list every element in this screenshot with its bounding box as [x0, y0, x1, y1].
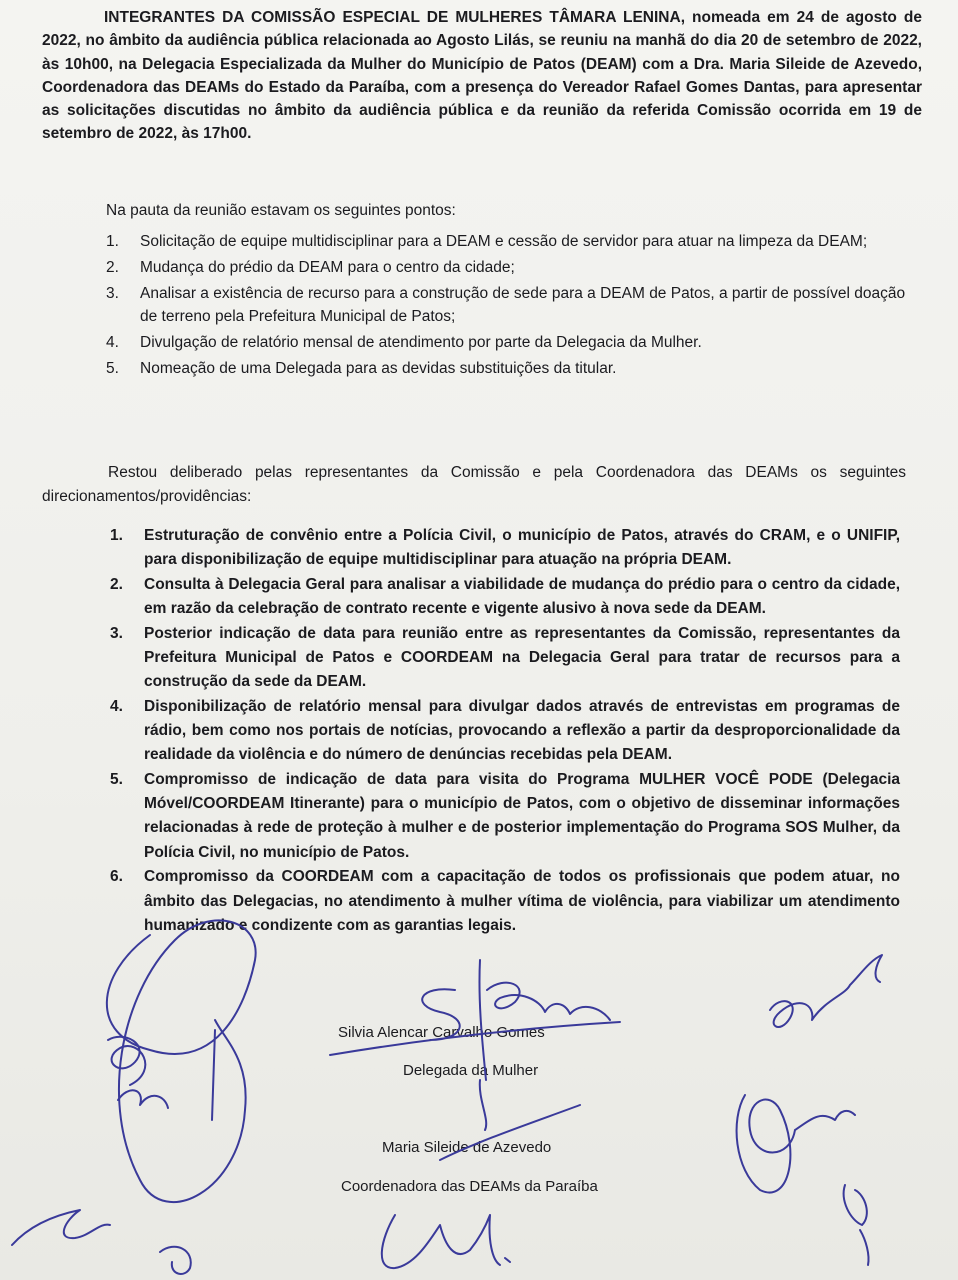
signature-right-top — [770, 955, 882, 1027]
decision-item — [110, 865, 900, 938]
signatory-name-maria: Maria Sileide de Azevedo — [382, 1139, 552, 1156]
signature-loop-left — [107, 920, 256, 1202]
signatory-role-delegada: Delegada da Mulher — [403, 1062, 539, 1079]
signature-right-bottom — [844, 1185, 869, 1265]
decision-item-number: 1. — [110, 527, 123, 544]
agenda-item-number: 3. — [106, 285, 119, 302]
decisions-list — [110, 524, 900, 938]
decision-item-number: 6. — [110, 868, 123, 886]
signature-scribble-left — [108, 1037, 168, 1108]
decision-item-number: 2. — [110, 575, 123, 593]
intro-paragraph — [42, 6, 922, 146]
decision-item — [110, 622, 900, 695]
agenda-item-number: 5. — [106, 360, 119, 377]
signatory-name-silvia: Silvia Alencar Carvalho Gomes — [338, 1024, 545, 1041]
decision-item-text: Consulta à Delegacia Geral para analisar a viabilidade de mudança do prédio para o centro da cidade, em razão da celebração de contrato recente e vigente alusivo à nova sede da DEAM. — [144, 575, 900, 618]
signature-bottom-left — [12, 1210, 191, 1274]
decision-item — [110, 524, 900, 572]
agenda-item-text: Divulgação de relatório mensal de atendimento por parte da Delegacia da Mulher. — [140, 334, 702, 351]
decision-item-text: Posterior indicação de data para reunião entre as representantes da Comissão, representantes da Prefeitura Municipal de Patos e COORDEAM na Delegacia Geral para tratar de recursos para a construção da sede da DEAM. — [144, 624, 900, 691]
agenda-item-text: Analisar a existência de recurso para a construção de sede para a DEAM de Patos, a partir de possível doação de terreno pela Prefeitura Municipal de Patos; — [140, 285, 906, 325]
deliberation-text: Restou deliberado pelas representantes da Comissão e pela Coordenadora das DEAMs os seguintes direcionamentos/providências: — [42, 464, 906, 505]
decision-item-text: Disponibilização de relatório mensal para divulgar dados através de entrevistas em programas de rádio, bem como nos portais de notícias, provocando a reflexão a partir da desproporcionalidade da realidade da violência e do número de denúncias recebidas pela DEAM. — [144, 697, 900, 764]
agenda-item-text: Mudança do prédio da DEAM para o centro da cidade; — [140, 259, 515, 276]
agenda-list — [106, 230, 914, 383]
agenda-item — [106, 331, 914, 354]
agenda-item-text: Solicitação de equipe multidisciplinar para a DEAM e cessão de servidor para atuar na limpeza da DEAM; — [140, 233, 868, 250]
agenda-item-number: 2. — [106, 259, 119, 276]
decision-item-text: Estruturação de convênio entre a Polícia Civil, o município de Patos, através do CRAM, e o UNIFIP, para disponibilização de equipe multidisciplinar para atuação na própria DEAM. — [144, 527, 900, 569]
decision-item — [110, 695, 900, 768]
intro-text: INTEGRANTES DA COMISSÃO ESPECIAL DE MULHERES TÂMARA LENINA, nomeada em 24 de agosto de 2022, no âmbito da audiência pública relacionada ao Agosto Lilás, se reuniu na manhã do dia 20 de setembro de 2022, às 10h00, na Delegacia Especializada da Mulher do Município de Patos (DEAM) com a Dra. Maria Sileide de Azevedo, Coordenadora das DEAMs do Estado da Paraíba, com a presença do Vereador Rafael Gomes Dantas, para apresentar as solicitações discutidas no âmbito da audiência pública e da reunião da referida Comissão ocorrida em 19 de setembro de 2022, às 17h00. — [42, 9, 922, 143]
agenda-item — [106, 230, 914, 253]
decision-item — [110, 573, 900, 621]
signature-right-middle — [737, 1095, 855, 1193]
agenda-item — [106, 256, 914, 279]
agenda-heading: Na pauta da reunião estavam os seguintes pontos: — [106, 202, 456, 219]
decision-item-number: 4. — [110, 697, 123, 715]
agenda-item — [106, 357, 914, 380]
agenda-item-text: Nomeação de uma Delegada para as devidas substituições da titular. — [140, 360, 617, 377]
decision-item-text: Compromisso de indicação de data para visita do Programa MULHER VOCÊ PODE (Delegacia Móvel/COORDEAM Itinerante) para o município de Patos, com o objetivo de disseminar informações relacionadas à rede de proteção à mulher e de posterior implementação do Programa SOS Mulher, da Polícia Civil, no município de Patos. — [144, 771, 900, 861]
agenda-item-number: 1. — [106, 233, 119, 250]
deliberation-paragraph — [42, 461, 906, 509]
signature-bottom-center — [382, 1215, 510, 1268]
agenda-item-number: 4. — [106, 334, 119, 351]
signatory-role-coordenadora: Coordenadora das DEAMs da Paraíba — [341, 1178, 598, 1195]
decision-item-text: Compromisso da COORDEAM com a capacitação de todos os profissionais que podem atuar, no âmbito das Delegacias, no atendimento à mulher vítima de violência, para viabilizar um atendimento humanizado e condizente com as garantias legais. — [144, 868, 900, 934]
agenda-item — [106, 282, 914, 328]
decision-item-number: 5. — [110, 771, 123, 789]
decision-item — [110, 768, 900, 865]
decision-item-number: 3. — [110, 624, 123, 642]
